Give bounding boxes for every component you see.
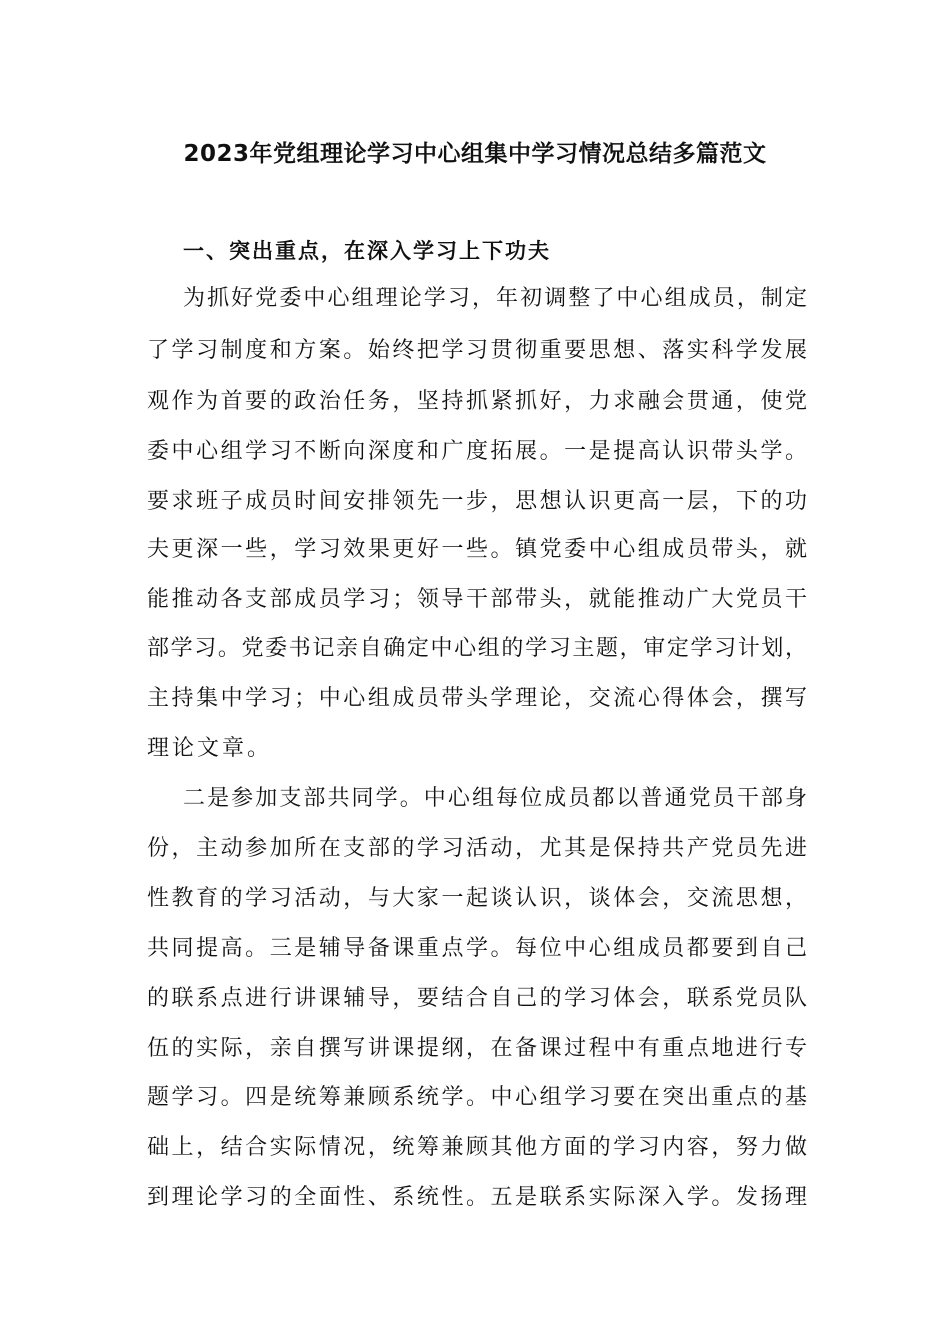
paragraph-1-line: 理论文章。 — [147, 736, 273, 761]
paragraph-2-line: 到理论学习的全面性、系统性。五是联系实际深入学。发扬理 — [147, 1185, 807, 1210]
paragraph-1-line: 观作为首要的政治任务，坚持抓紧抓好，力求融会贯通，使党 — [147, 389, 807, 414]
paragraph-1-line: 能推动各支部成员学习；领导干部带头，就能推动广大党员干 — [147, 587, 807, 612]
paragraph-1-line: 部学习。党委书记亲自确定中心组的学习主题，审定学习计划， — [147, 636, 807, 661]
paragraph-2-line: 二是参加支部共同学。中心组每位成员都以普通党员干部身 — [183, 786, 807, 811]
paragraph-2-line: 础上，结合实际情况，统筹兼顾其他方面的学习内容，努力做 — [147, 1135, 807, 1160]
paragraph-2-line: 的联系点进行讲课辅导，要结合自己的学习体会，联系党员队 — [147, 986, 807, 1011]
paragraph-2-line: 伍的实际，亲自撰写讲课提纲，在备课过程中有重点地进行专 — [147, 1036, 807, 1061]
paragraph-1-line: 委中心组学习不断向深度和广度拓展。一是提高认识带头学。 — [147, 439, 807, 464]
paragraph-1-line: 要求班子成员时间安排领先一步，思想认识更高一层，下的功 — [147, 489, 807, 514]
document-title: 2023年党组理论学习中心组集中学习情况总结多篇范文 — [183, 141, 767, 167]
paragraph-1-line: 为抓好党委中心组理论学习，年初调整了中心组成员，制定 — [183, 286, 807, 311]
paragraph-2-line: 份，主动参加所在支部的学习活动，尤其是保持共产党员先进 — [147, 836, 807, 861]
paragraph-1-line: 主持集中学习；中心组成员带头学理论，交流心得体会，撰写 — [147, 686, 807, 711]
paragraph-1-line: 了学习制度和方案。始终把学习贯彻重要思想、落实科学发展 — [147, 338, 807, 363]
paragraph-1-line: 夫更深一些，学习效果更好一些。镇党委中心组成员带头，就 — [147, 537, 807, 562]
paragraph-2-line: 题学习。四是统筹兼顾系统学。中心组学习要在突出重点的基 — [147, 1085, 807, 1110]
paragraph-2-line: 性教育的学习活动，与大家一起谈认识，谈体会，交流思想， — [147, 886, 807, 911]
paragraph-2-line: 共同提高。三是辅导备课重点学。每位中心组成员都要到自己 — [147, 936, 807, 961]
section-heading: 一、突出重点，在深入学习上下功夫 — [183, 239, 551, 263]
